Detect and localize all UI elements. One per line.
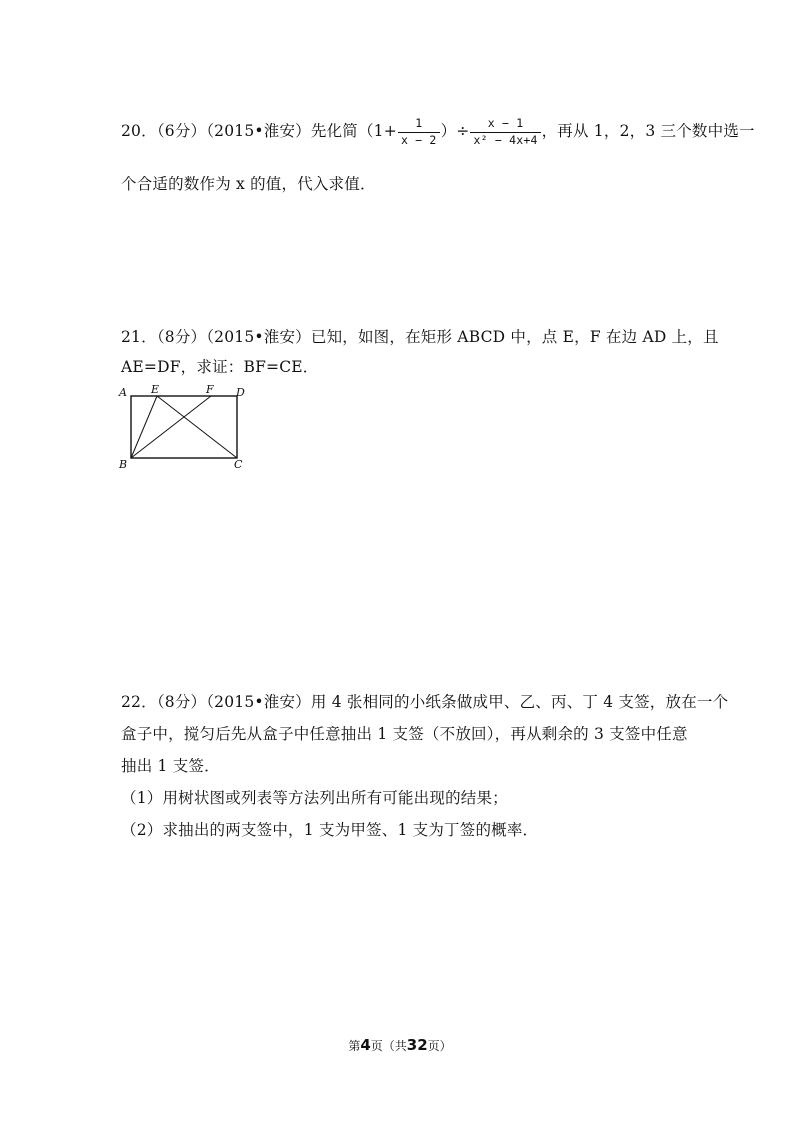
page-footer (0, 1036, 800, 1054)
q20-suffix: ，再从 1，2，3 三个数中选一 (541, 122, 755, 140)
q20-frac1-numerator: 1 (398, 118, 440, 133)
q21-line2: AE=DF，求证：BF=CE． (121, 358, 319, 376)
footer-page-number: 4 (360, 1036, 371, 1054)
segment-ce (157, 396, 237, 458)
label-d: D (236, 386, 245, 399)
q20-open-paren: （1+ (357, 122, 397, 140)
rectangle-abcd (131, 396, 237, 458)
footer-post: 页） (427, 1039, 452, 1053)
q20-close-divide: ）÷ (440, 122, 470, 140)
q20-frac2-denominator: x² − 4x+4 (473, 132, 538, 147)
q20-line2: 个合适的数作为 x 的值，代入求值． (121, 175, 376, 193)
label-b: B (119, 458, 128, 471)
q20-frac1-denominator: x − 2 (400, 132, 437, 147)
q22-line3: 抽出 1 支签． (121, 757, 220, 775)
label-e: E (151, 383, 160, 396)
q20-fraction-1 (398, 118, 440, 146)
q20-line1 (121, 118, 755, 146)
label-a: A (119, 386, 127, 399)
q22-line1: 22．（8分）（2015•淮安）用 4 张相同的小纸条做成甲、乙、丙、丁 4 支签，放在一个 (121, 693, 729, 711)
segment-bf (131, 396, 211, 458)
segment-be (131, 396, 157, 458)
q22-part1: （1）用树状图或列表等方法列出所有可能出现的结果； (121, 789, 508, 807)
q20-frac2-numerator: x − 1 (470, 118, 540, 133)
footer-pre: 第 (348, 1039, 361, 1053)
footer-total-pages: 32 (406, 1036, 428, 1054)
q22-line2: 盒子中，搅匀后先从盒子中任意抽出 1 支签（不放回），再从剩余的 3 支签中任意 (121, 725, 688, 743)
rectangle-figure (116, 382, 256, 474)
q20-prefix: 20．（6分）（2015•淮安）先化简 (121, 122, 358, 140)
q22-part2: （2）求抽出的两支签中，1 支为甲签、1 支为丁签的概率． (121, 821, 539, 839)
footer-mid: 页（共 (370, 1039, 407, 1053)
label-f: F (206, 383, 214, 396)
q21-line1: 21．（8分）（2015•淮安）已知，如图，在矩形 ABCD 中，点 E，F 在边 AD 上，且 (121, 328, 719, 346)
q20-fraction-2 (470, 118, 540, 146)
label-c: C (234, 458, 243, 471)
